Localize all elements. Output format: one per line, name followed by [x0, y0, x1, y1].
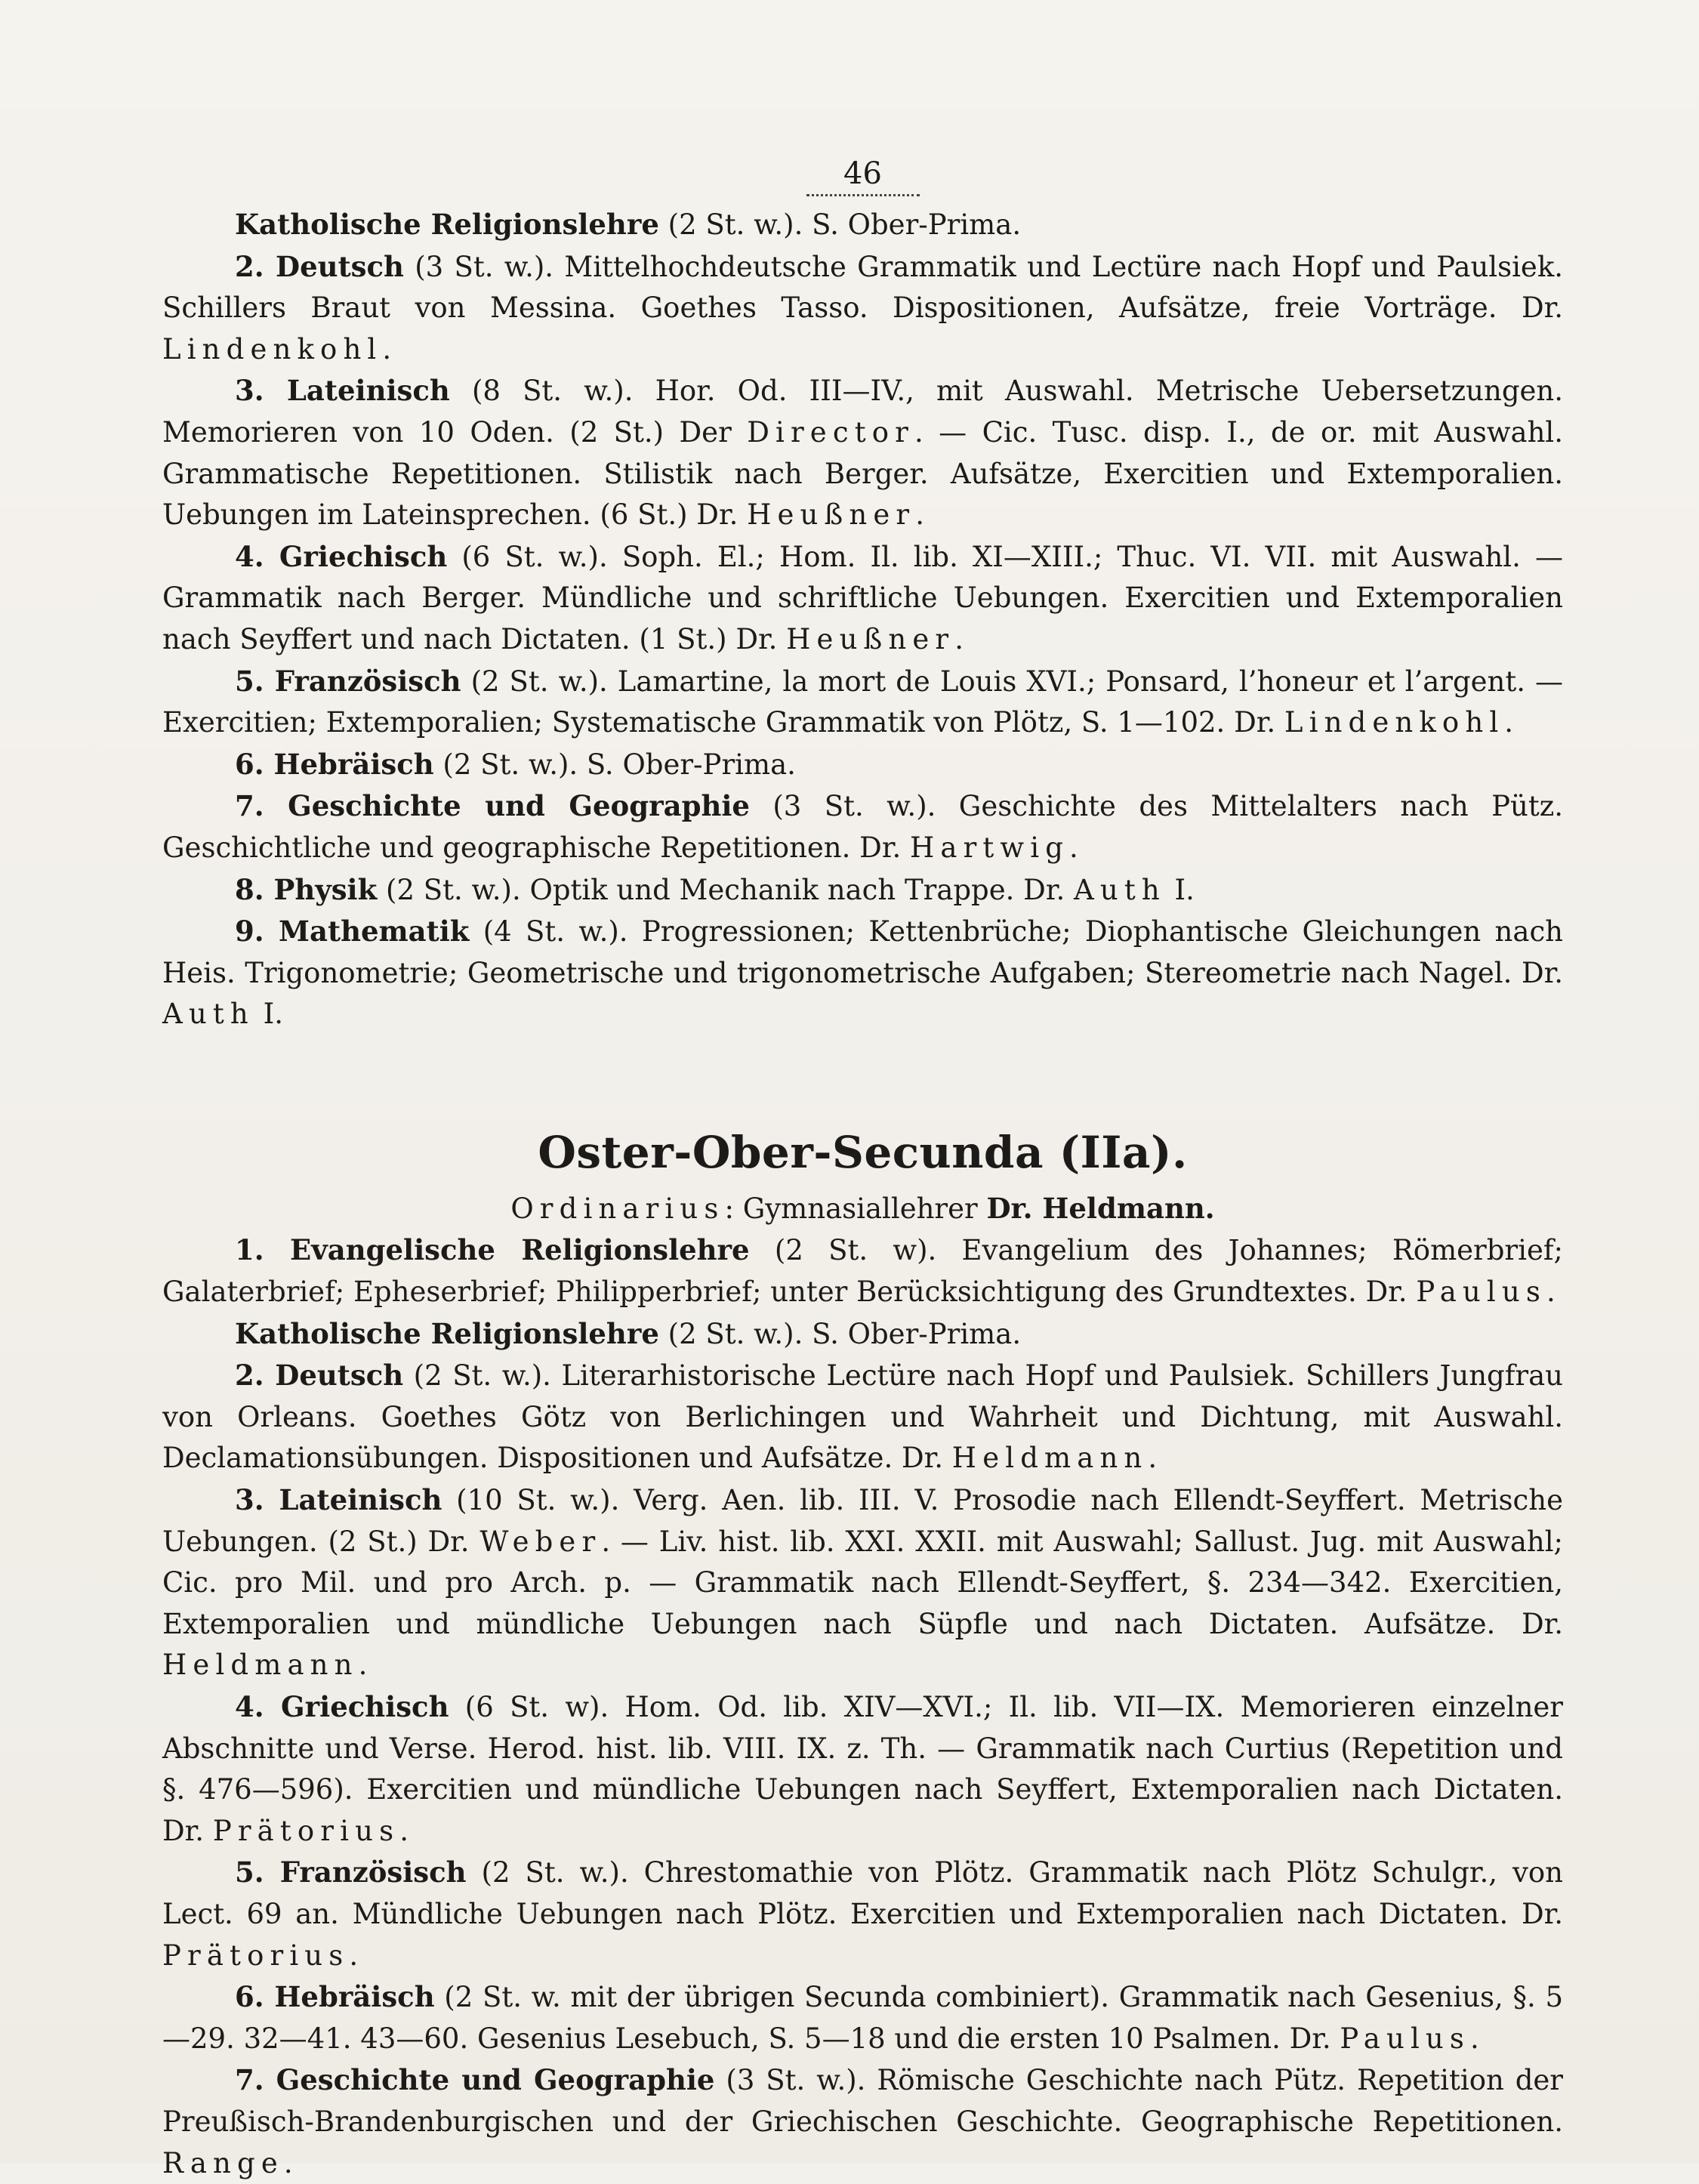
page-content	[162, 155, 1563, 2184]
ordinarius-label: Ordinarius	[510, 1192, 725, 1225]
subject-title: Katholische Religionslehre	[235, 208, 659, 241]
prev-hebraeisch: 6. Hebräisch (2 St. w.). S. Ober-Prima.	[235, 747, 796, 781]
subject-title: 9. Mathematik	[235, 915, 470, 949]
subject-title: 1. Evangelische Religionslehre	[235, 1233, 750, 1267]
subject-title: 2. Deutsch	[235, 249, 404, 283]
subject-title: 3. Lateinisch	[235, 374, 450, 408]
teacher-name: Heußner	[747, 498, 916, 532]
teacher-name: Paulus	[1416, 1276, 1546, 1309]
hebraeisch: 6. Hebräisch (2 St. w. mit der übrigen Secunda combiniert). Grammatik nach Gesenius, §. 5—29. 32—41. 43—60. Gesenius Lesebuch, S. 5—18 und die ersten 10 Psalmen. Dr. Paulus.	[162, 1980, 1563, 2055]
evangelisch: 1. Evangelische Religionslehre (2 St. w). Evangelium des Johannes; Römerbrief; Galaterbrief; Epheserbrief; Philipperbrief; unter Berücksichtigung des Grundtextes. Dr. Paulus.	[162, 1233, 1563, 1309]
teacher-name: Weber	[479, 1525, 602, 1558]
katholisch: Katholische Religionslehre (2 St. w.). S. Ober-Prima.	[235, 1316, 1022, 1350]
teacher-name: Director	[747, 415, 914, 449]
teacher-name: Hartwig	[909, 831, 1070, 864]
teacher-name: Heußner	[786, 622, 955, 656]
geschichte: 7. Geschichte und Geographie (3 St. w.). Römische Geschichte nach Pütz. Repetition der Preußisch-Brandenburgischen und der Griechischen Geschichte. Geographische Repetitionen. Range.	[162, 2063, 1563, 2179]
page-number: 46	[843, 156, 882, 191]
teacher-name: Lindenkohl	[1284, 706, 1505, 739]
ordinarius-line: Ordinarius: Gymnasiallehrer Dr. Heldmann.	[510, 1191, 1215, 1225]
teacher-name: Heldmann	[162, 1649, 359, 1682]
subject-title: 6. Hebräisch	[235, 747, 434, 781]
prev-mathematik: 9. Mathematik (4 St. w.). Progressionen; Kettenbrüche; Diophantische Gleichungen nach Heis. Trigonometrie; Geometrische und trigonometrische Aufgaben; Stereometrie nach Nagel. Dr. Auth I.	[162, 915, 1563, 1031]
prev-katholisch: Katholische Religionslehre (2 St. w.). S. Ober-Prima.	[235, 208, 1022, 241]
griechisch: 4. Griechisch (6 St. w). Hom. Od. lib. XIV—XVI.; Il. lib. VII—IX. Memorieren einzelner Abschnitte und Verse. Herod. hist. lib. VIII. IX. z. Th. — Grammatik nach Curtius (Repetition und §. 476—596). Exercitien und mündliche Uebungen nach Seyffert, Extemporalien nach Dictaten. Dr. Prätorius.	[162, 1690, 1563, 1847]
subject-title: Katholische Religionslehre	[235, 1316, 659, 1350]
teacher-name: Paulus	[1340, 2022, 1471, 2055]
latein: 3. Lateinisch (10 St. w.). Verg. Aen. lib. III. V. Prosodie nach Ellendt-Seyffert. Metrische Uebungen. (2 St.) Dr. Weber. — Liv. hist. lib. XXI. XXII. mit Auswahl; Sallust. Jug. mit Auswahl; Cic. pro Mil. und pro Arch. p. — Grammatik nach Ellendt-Seyffert, §. 234—342. Exercitien, Extemporalien und mündliche Uebungen nach Süpfle und nach Dictaten. Aufsätze. Dr. Heldmann.	[162, 1483, 1564, 1682]
subject-title: 8. Physik	[235, 872, 378, 906]
teacher-name: Prätorius	[162, 1939, 350, 1972]
subject-title: 4. Griechisch	[235, 1690, 449, 1723]
teacher-name: Prätorius	[212, 1814, 400, 1847]
subject-title: 7. Geschichte und Geographie	[235, 789, 750, 823]
franzoesisch: 5. Französisch (2 St. w.). Chrestomathie von Plötz. Grammatik nach Plötz Schulgr., von Lect. 69 an. Mündliche Uebungen nach Plötz. Exercitien und Extemporalien nach Dictaten. Dr. Prätorius.	[162, 1855, 1563, 1972]
prev-physik: 8. Physik (2 St. w.). Optik und Mechanik nach Trappe. Dr. Auth I.	[235, 872, 1195, 906]
subject-title: 3. Lateinisch	[235, 1483, 442, 1517]
teacher-name: Heldmann	[951, 1442, 1149, 1475]
prev-griechisch: 4. Griechisch (6 St. w.). Soph. El.; Hom. Il. lib. XI—XIII.; Thuc. VI. VII. mit Auswahl. — Grammatik nach Berger. Mündliche und schriftliche Uebungen. Exercitien und Extemporalien nach Seyffert und nach Dictaten. (1 St.) Dr. Heußner.	[162, 539, 1563, 656]
subject-title: 5. Französisch	[235, 1855, 467, 1889]
teacher-name: Range	[162, 2146, 284, 2179]
subject-title: 2. Deutsch	[235, 1359, 404, 1393]
section-gap	[162, 1035, 1563, 1124]
subject-title: 4. Griechisch	[235, 539, 448, 573]
prev-deutsch: 2. Deutsch (3 St. w.). Mittelhochdeutsche Grammatik und Lectüre nach Hopf und Paulsiek. Schillers Braut von Messina. Goethes Tasso. Dispositionen, Aufsätze, freie Vorträge. Dr. Lindenkohl.	[162, 249, 1564, 366]
subject-title: 7. Geschichte und Geographie	[235, 2063, 715, 2097]
prev-latein: 3. Lateinisch (8 St. w.). Hor. Od. III—IV., mit Auswahl. Metrische Uebersetzungen. Memorieren von 10 Oden. (2 St.) Der Director. — Cic. Tusc. disp. I., de or. mit Auswahl. Grammatische Repetitionen. Stilistik nach Berger. Aufsätze, Exercitien und Extemporalien. Uebungen im Lateinsprechen. (6 St.) Dr. Heußner.	[162, 374, 1563, 532]
prev-geschichte: 7. Geschichte und Geographie (3 St. w.). Geschichte des Mittelalters nach Pütz. Geschichtliche und geographische Repetitionen. Dr. Hartwig.	[162, 789, 1563, 864]
subject-title: 5. Französisch	[235, 664, 461, 698]
subject-title: 6. Hebräisch	[235, 1980, 435, 2014]
deutsch: 2. Deutsch (2 St. w.). Literarhistorische Lectüre nach Hopf und Paulsiek. Schillers Jungfrau von Orleans. Goethes Götz von Berlichingen und Wahrheit und Dichtung, mit Auswahl. Declamationsübungen. Dispositionen und Aufsätze. Dr. Heldmann.	[162, 1359, 1563, 1475]
teacher-name: Auth	[162, 998, 254, 1031]
ordinarius-name: Dr. Heldmann.	[986, 1191, 1215, 1225]
prev-franzoesisch: 5. Französisch (2 St. w.). Lamartine, la mort de Louis XVI.; Ponsard, l’honeur et l’argent. — Exercitien; Extemporalien; Systematische Grammatik von Plötz, S. 1—102. Dr. Lindenkohl.	[162, 664, 1563, 739]
teacher-name: Auth	[1073, 873, 1166, 906]
section-heading: Oster-Ober-Secunda (IIa).	[538, 1126, 1188, 1178]
page-number-rule	[806, 194, 920, 199]
teacher-name: Lindenkohl	[162, 332, 383, 366]
